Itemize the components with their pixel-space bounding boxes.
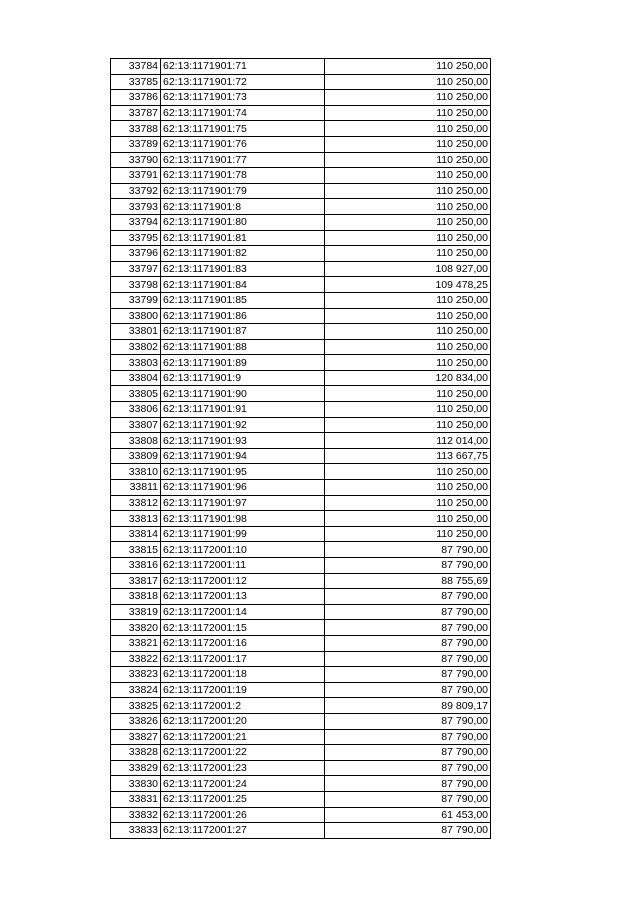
cadastral-number-cell: 62:13:1171901:74 bbox=[161, 105, 325, 121]
table-row bbox=[111, 511, 491, 527]
table-row bbox=[111, 526, 491, 542]
cadastral-number-cell: 62:13:1171901:76 bbox=[161, 136, 325, 152]
row-index-cell: 33806 bbox=[111, 402, 161, 418]
row-index-cell: 33828 bbox=[111, 745, 161, 761]
value-cell: 87 790,00 bbox=[325, 823, 491, 839]
table-row bbox=[111, 74, 491, 90]
row-index-cell: 33794 bbox=[111, 214, 161, 230]
row-index-cell: 33833 bbox=[111, 823, 161, 839]
row-index-cell: 33803 bbox=[111, 355, 161, 371]
table-row bbox=[111, 729, 491, 745]
cadastral-number-cell: 62:13:1171901:86 bbox=[161, 308, 325, 324]
table-row bbox=[111, 324, 491, 340]
value-cell: 110 250,00 bbox=[325, 339, 491, 355]
table-row bbox=[111, 433, 491, 449]
row-index-cell: 33820 bbox=[111, 620, 161, 636]
value-cell: 110 250,00 bbox=[325, 402, 491, 418]
cadastral-number-cell: 62:13:1172001:17 bbox=[161, 651, 325, 667]
row-index-cell: 33791 bbox=[111, 168, 161, 184]
cadastral-number-cell: 62:13:1171901:96 bbox=[161, 480, 325, 496]
cadastral-number-cell: 62:13:1172001:21 bbox=[161, 729, 325, 745]
cadastral-number-cell: 62:13:1171901:75 bbox=[161, 121, 325, 137]
table-row bbox=[111, 90, 491, 106]
row-index-cell: 33819 bbox=[111, 604, 161, 620]
table-row bbox=[111, 230, 491, 246]
row-index-cell: 33790 bbox=[111, 152, 161, 168]
value-cell: 110 250,00 bbox=[325, 59, 491, 75]
row-index-cell: 33812 bbox=[111, 495, 161, 511]
table-row bbox=[111, 558, 491, 574]
value-cell: 87 790,00 bbox=[325, 558, 491, 574]
row-index-cell: 33818 bbox=[111, 589, 161, 605]
value-cell: 112 014,00 bbox=[325, 433, 491, 449]
table-row bbox=[111, 277, 491, 293]
value-cell: 87 790,00 bbox=[325, 651, 491, 667]
cadastral-number-cell: 62:13:1172001:25 bbox=[161, 791, 325, 807]
value-cell: 110 250,00 bbox=[325, 183, 491, 199]
row-index-cell: 33786 bbox=[111, 90, 161, 106]
cadastral-number-cell: 62:13:1171901:83 bbox=[161, 261, 325, 277]
table-row bbox=[111, 214, 491, 230]
cadastral-number-cell: 62:13:1171901:77 bbox=[161, 152, 325, 168]
cadastral-number-cell: 62:13:1171901:82 bbox=[161, 246, 325, 262]
value-cell: 110 250,00 bbox=[325, 292, 491, 308]
row-index-cell: 33817 bbox=[111, 573, 161, 589]
table-row bbox=[111, 713, 491, 729]
value-cell: 87 790,00 bbox=[325, 745, 491, 761]
table-row bbox=[111, 136, 491, 152]
table-row bbox=[111, 791, 491, 807]
cadastral-number-cell: 62:13:1171901:84 bbox=[161, 277, 325, 293]
cadastral-number-cell: 62:13:1171901:95 bbox=[161, 464, 325, 480]
table-row bbox=[111, 246, 491, 262]
row-index-cell: 33802 bbox=[111, 339, 161, 355]
value-cell: 87 790,00 bbox=[325, 604, 491, 620]
table-row bbox=[111, 308, 491, 324]
table-row bbox=[111, 152, 491, 168]
table-row bbox=[111, 417, 491, 433]
value-cell: 89 809,17 bbox=[325, 698, 491, 714]
cadastral-number-cell: 62:13:1171901:91 bbox=[161, 402, 325, 418]
cadastral-number-cell: 62:13:1172001:16 bbox=[161, 635, 325, 651]
table-row bbox=[111, 292, 491, 308]
table-row bbox=[111, 651, 491, 667]
row-index-cell: 33785 bbox=[111, 74, 161, 90]
table-row bbox=[111, 464, 491, 480]
table-row bbox=[111, 386, 491, 402]
table-row bbox=[111, 402, 491, 418]
cadastral-number-cell: 62:13:1172001:15 bbox=[161, 620, 325, 636]
row-index-cell: 33823 bbox=[111, 667, 161, 683]
cadastral-number-cell: 62:13:1171901:89 bbox=[161, 355, 325, 371]
table-row bbox=[111, 573, 491, 589]
cadastral-number-cell: 62:13:1171901:73 bbox=[161, 90, 325, 106]
value-cell: 110 250,00 bbox=[325, 464, 491, 480]
value-cell: 87 790,00 bbox=[325, 667, 491, 683]
value-cell: 110 250,00 bbox=[325, 480, 491, 496]
value-cell: 110 250,00 bbox=[325, 105, 491, 121]
cadastral-number-cell: 62:13:1171901:90 bbox=[161, 386, 325, 402]
table-row bbox=[111, 776, 491, 792]
cadastral-number-cell: 62:13:1171901:81 bbox=[161, 230, 325, 246]
row-index-cell: 33821 bbox=[111, 635, 161, 651]
table-row bbox=[111, 682, 491, 698]
table-row bbox=[111, 698, 491, 714]
value-cell: 110 250,00 bbox=[325, 230, 491, 246]
table-row bbox=[111, 339, 491, 355]
table-row bbox=[111, 542, 491, 558]
value-cell: 109 478,25 bbox=[325, 277, 491, 293]
value-cell: 61 453,00 bbox=[325, 807, 491, 823]
row-index-cell: 33826 bbox=[111, 713, 161, 729]
row-index-cell: 33829 bbox=[111, 760, 161, 776]
cadastral-number-cell: 62:13:1171901:97 bbox=[161, 495, 325, 511]
row-index-cell: 33824 bbox=[111, 682, 161, 698]
cadastral-number-cell: 62:13:1171901:98 bbox=[161, 511, 325, 527]
value-cell: 110 250,00 bbox=[325, 308, 491, 324]
value-cell: 110 250,00 bbox=[325, 324, 491, 340]
row-index-cell: 33796 bbox=[111, 246, 161, 262]
row-index-cell: 33809 bbox=[111, 448, 161, 464]
table-row bbox=[111, 448, 491, 464]
value-cell: 110 250,00 bbox=[325, 152, 491, 168]
row-index-cell: 33814 bbox=[111, 526, 161, 542]
value-cell: 110 250,00 bbox=[325, 526, 491, 542]
table-row bbox=[111, 604, 491, 620]
row-index-cell: 33831 bbox=[111, 791, 161, 807]
row-index-cell: 33788 bbox=[111, 121, 161, 137]
value-cell: 88 755,69 bbox=[325, 573, 491, 589]
value-cell: 110 250,00 bbox=[325, 90, 491, 106]
value-cell: 110 250,00 bbox=[325, 168, 491, 184]
value-cell: 113 667,75 bbox=[325, 448, 491, 464]
table-body bbox=[111, 59, 491, 839]
table-row bbox=[111, 370, 491, 386]
value-cell: 110 250,00 bbox=[325, 417, 491, 433]
row-index-cell: 33822 bbox=[111, 651, 161, 667]
value-cell: 110 250,00 bbox=[325, 136, 491, 152]
cadastral-number-cell: 62:13:1171901:80 bbox=[161, 214, 325, 230]
table-row bbox=[111, 121, 491, 137]
value-cell: 110 250,00 bbox=[325, 74, 491, 90]
row-index-cell: 33815 bbox=[111, 542, 161, 558]
cadastral-number-cell: 62:13:1172001:11 bbox=[161, 558, 325, 574]
table-row bbox=[111, 620, 491, 636]
value-cell: 110 250,00 bbox=[325, 214, 491, 230]
cadastral-number-cell: 62:13:1172001:19 bbox=[161, 682, 325, 698]
cadastral-number-cell: 62:13:1172001:27 bbox=[161, 823, 325, 839]
value-cell: 110 250,00 bbox=[325, 199, 491, 215]
value-cell: 87 790,00 bbox=[325, 713, 491, 729]
value-cell: 87 790,00 bbox=[325, 589, 491, 605]
cadastral-number-cell: 62:13:1172001:26 bbox=[161, 807, 325, 823]
row-index-cell: 33808 bbox=[111, 433, 161, 449]
row-index-cell: 33825 bbox=[111, 698, 161, 714]
row-index-cell: 33793 bbox=[111, 199, 161, 215]
value-cell: 87 790,00 bbox=[325, 635, 491, 651]
value-cell: 87 790,00 bbox=[325, 791, 491, 807]
cadastral-number-cell: 62:13:1172001:12 bbox=[161, 573, 325, 589]
cadastral-number-cell: 62:13:1172001:13 bbox=[161, 589, 325, 605]
table-row bbox=[111, 355, 491, 371]
cadastral-value-table bbox=[110, 58, 491, 839]
cadastral-number-cell: 62:13:1171901:85 bbox=[161, 292, 325, 308]
cadastral-number-cell: 62:13:1171901:78 bbox=[161, 168, 325, 184]
row-index-cell: 33805 bbox=[111, 386, 161, 402]
cadastral-number-cell: 62:13:1171901:93 bbox=[161, 433, 325, 449]
value-cell: 110 250,00 bbox=[325, 511, 491, 527]
cadastral-number-cell: 62:13:1171901:79 bbox=[161, 183, 325, 199]
value-cell: 87 790,00 bbox=[325, 729, 491, 745]
row-index-cell: 33789 bbox=[111, 136, 161, 152]
value-cell: 110 250,00 bbox=[325, 246, 491, 262]
table-row bbox=[111, 480, 491, 496]
cadastral-number-cell: 62:13:1172001:14 bbox=[161, 604, 325, 620]
cadastral-number-cell: 62:13:1171901:92 bbox=[161, 417, 325, 433]
cadastral-number-cell: 62:13:1171901:99 bbox=[161, 526, 325, 542]
value-cell: 110 250,00 bbox=[325, 495, 491, 511]
table-row bbox=[111, 635, 491, 651]
cadastral-number-cell: 62:13:1171901:94 bbox=[161, 448, 325, 464]
cadastral-number-cell: 62:13:1171901:88 bbox=[161, 339, 325, 355]
row-index-cell: 33804 bbox=[111, 370, 161, 386]
value-cell: 108 927,00 bbox=[325, 261, 491, 277]
row-index-cell: 33827 bbox=[111, 729, 161, 745]
value-cell: 110 250,00 bbox=[325, 355, 491, 371]
value-cell: 87 790,00 bbox=[325, 682, 491, 698]
row-index-cell: 33798 bbox=[111, 277, 161, 293]
cadastral-number-cell: 62:13:1171901:72 bbox=[161, 74, 325, 90]
cadastral-number-cell: 62:13:1172001:22 bbox=[161, 745, 325, 761]
value-cell: 87 790,00 bbox=[325, 776, 491, 792]
cadastral-number-cell: 62:13:1172001:24 bbox=[161, 776, 325, 792]
cadastral-number-cell: 62:13:1172001:2 bbox=[161, 698, 325, 714]
table-row bbox=[111, 199, 491, 215]
row-index-cell: 33816 bbox=[111, 558, 161, 574]
row-index-cell: 33811 bbox=[111, 480, 161, 496]
table-row bbox=[111, 261, 491, 277]
row-index-cell: 33800 bbox=[111, 308, 161, 324]
table-row bbox=[111, 168, 491, 184]
table-row bbox=[111, 183, 491, 199]
value-cell: 110 250,00 bbox=[325, 121, 491, 137]
value-cell: 87 790,00 bbox=[325, 620, 491, 636]
table-row bbox=[111, 59, 491, 75]
cadastral-number-cell: 62:13:1172001:23 bbox=[161, 760, 325, 776]
value-cell: 87 790,00 bbox=[325, 542, 491, 558]
row-index-cell: 33807 bbox=[111, 417, 161, 433]
cadastral-number-cell: 62:13:1171901:87 bbox=[161, 324, 325, 340]
row-index-cell: 33795 bbox=[111, 230, 161, 246]
cadastral-number-cell: 62:13:1171901:8 bbox=[161, 199, 325, 215]
row-index-cell: 33792 bbox=[111, 183, 161, 199]
cadastral-number-cell: 62:13:1171901:9 bbox=[161, 370, 325, 386]
row-index-cell: 33801 bbox=[111, 324, 161, 340]
row-index-cell: 33797 bbox=[111, 261, 161, 277]
row-index-cell: 33832 bbox=[111, 807, 161, 823]
table-row bbox=[111, 105, 491, 121]
table-row bbox=[111, 495, 491, 511]
row-index-cell: 33799 bbox=[111, 292, 161, 308]
value-cell: 87 790,00 bbox=[325, 760, 491, 776]
table-row bbox=[111, 589, 491, 605]
cadastral-number-cell: 62:13:1172001:18 bbox=[161, 667, 325, 683]
row-index-cell: 33830 bbox=[111, 776, 161, 792]
row-index-cell: 33813 bbox=[111, 511, 161, 527]
table-row bbox=[111, 667, 491, 683]
cadastral-number-cell: 62:13:1172001:10 bbox=[161, 542, 325, 558]
row-index-cell: 33787 bbox=[111, 105, 161, 121]
cadastral-number-cell: 62:13:1171901:71 bbox=[161, 59, 325, 75]
table-row bbox=[111, 823, 491, 839]
table-row bbox=[111, 745, 491, 761]
table-row bbox=[111, 760, 491, 776]
row-index-cell: 33784 bbox=[111, 59, 161, 75]
value-cell: 110 250,00 bbox=[325, 386, 491, 402]
value-cell: 120 834,00 bbox=[325, 370, 491, 386]
table-row bbox=[111, 807, 491, 823]
cadastral-number-cell: 62:13:1172001:20 bbox=[161, 713, 325, 729]
row-index-cell: 33810 bbox=[111, 464, 161, 480]
